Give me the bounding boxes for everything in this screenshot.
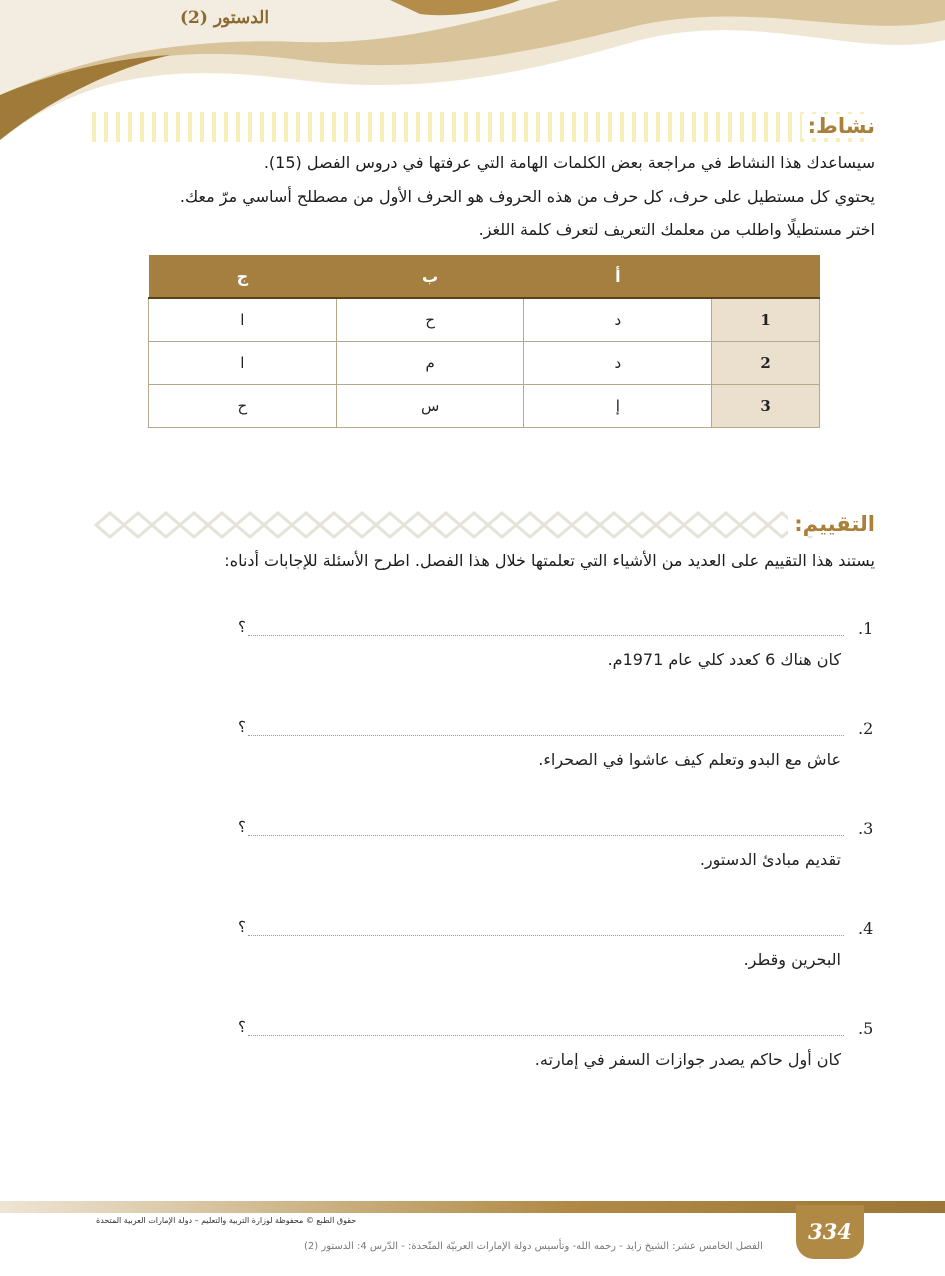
grid-letter-cell[interactable]: د	[524, 298, 712, 342]
grid-letter-cell[interactable]: إ	[524, 385, 712, 428]
activity-stripes-decoration	[92, 112, 872, 142]
grid-header-row	[149, 255, 820, 298]
grid-row-number: 3	[712, 385, 820, 428]
copyright-text: حقوق الطبع © محفوظة لوزارة التربية والتعليم – دولة الإمارات العربية المتحدة	[96, 1216, 357, 1225]
grid-row-number: 1	[712, 298, 820, 342]
grid-header-corner	[712, 255, 820, 298]
question-mark: ؟	[238, 918, 246, 936]
grid-letter-cell[interactable]: د	[524, 342, 712, 385]
question-number: .1	[858, 619, 874, 638]
grid-letter-cell[interactable]: ح	[336, 298, 524, 342]
grid-row	[149, 298, 820, 342]
grid-header-col: ب	[336, 255, 524, 298]
grid-row-number: 2	[712, 342, 820, 385]
grid-header-col: ج	[149, 255, 337, 298]
question-answer-line[interactable]	[248, 635, 844, 636]
grid-letter-cell[interactable]: ا	[149, 298, 337, 342]
assessment-intro: يستند هذا التقييم على العديد من الأشياء التي تعلمتها خلال هذا الفصل. اطرح الأسئلة للإجابات أدناه:	[224, 551, 875, 570]
grid-row	[149, 385, 820, 428]
footer-breadcrumb: الفصل الخامس عشر: الشيخ زايد - رحمه الله- وتأسيس دولة الإمارات العربيّة المتّحدة: - الدّرس 4: الدستور (2)	[304, 1241, 763, 1252]
question-mark: ؟	[238, 618, 246, 636]
grid-row	[149, 342, 820, 385]
question-mark: ؟	[238, 1018, 246, 1036]
answer-text: كان هناك 6 كعدد كلي عام 1971م.	[607, 650, 841, 669]
answer-text: تقديم مبادئ الدستور.	[699, 850, 841, 869]
answer-text: عاش مع البدو وتعلم كيف عاشوا في الصحراء.	[538, 750, 841, 769]
grid-header-col: أ	[524, 255, 712, 298]
letters-grid	[148, 255, 820, 428]
activity-title: نشاط:	[802, 114, 875, 138]
grid-letter-cell[interactable]: س	[336, 385, 524, 428]
question-answer-line[interactable]	[248, 935, 844, 936]
answer-text: البحرين وقطر.	[743, 950, 841, 969]
activity-paragraph: يحتوي كل مستطيل على حرف، كل حرف من هذه الحروف هو الحرف الأول من مصطلح أساسي مرّ معك.	[179, 187, 875, 206]
lesson-tag: الدستور (2)	[180, 8, 270, 28]
question-number: .2	[858, 719, 874, 738]
activity-paragraph: اختر مستطيلًا واطلب من معلمك التعريف لتعرف كلمة اللغز.	[478, 220, 875, 239]
question-answer-line[interactable]	[248, 835, 844, 836]
question-answer-line[interactable]	[248, 735, 844, 736]
question-number: .3	[858, 819, 874, 838]
answer-text: كان أول حاكم يصدر جوازات السفر في إمارته.	[534, 1050, 841, 1069]
question-number: .4	[858, 919, 874, 938]
grid-letter-cell[interactable]: ا	[149, 342, 337, 385]
question-number: .5	[858, 1019, 874, 1038]
question-mark: ؟	[238, 818, 246, 836]
grid-letter-cell[interactable]: م	[336, 342, 524, 385]
assessment-title: التقييم:	[788, 512, 875, 536]
activity-paragraph: سيساعدك هذا النشاط في مراجعة بعض الكلمات الهامة التي عرفتها في دروس الفصل (15).	[263, 153, 875, 172]
question-mark: ؟	[238, 718, 246, 736]
grid-letter-cell[interactable]: ح	[149, 385, 337, 428]
assessment-diamonds-decoration	[92, 510, 822, 540]
page-number: 334	[796, 1205, 864, 1259]
question-answer-line[interactable]	[248, 1035, 844, 1036]
